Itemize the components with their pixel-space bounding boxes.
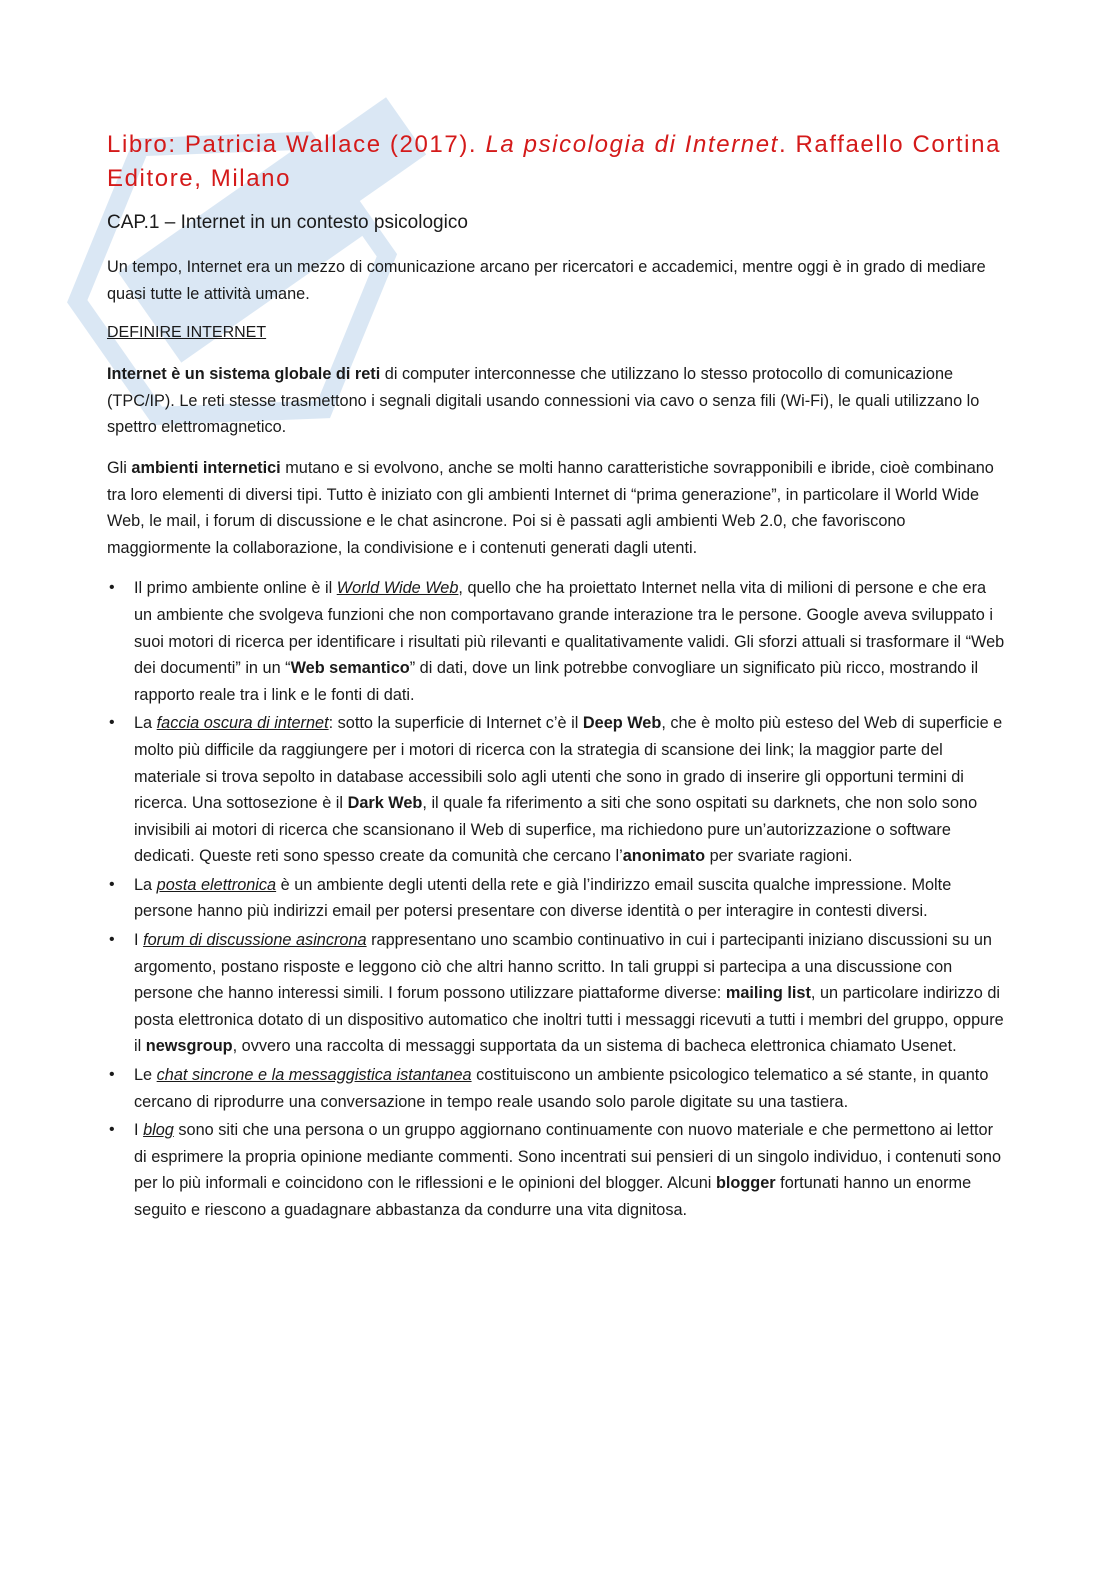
bullet-icon: • xyxy=(109,714,115,732)
title-author: Libro: Patricia Wallace (2017). xyxy=(107,131,486,158)
environments-term: ambienti internetici xyxy=(131,458,281,477)
item-text: è un ambiente degli utenti della rete e già l’indirizzo email suscita qualche impressione. Molte persone hanno più indirizzi email per potersi presentare con diverse identità o per interagire in contesti diversi. xyxy=(134,875,952,921)
environments-text: mutano e si evolvono, anche se molti hanno caratteristiche sovrapponibili e ibride, cioè combinano tra loro elementi di diversi tipi. Tutto è iniziato con gli ambienti Internet di “prima generazione”, in particolare il World Wide Web, le mail, i forum di discussione e le chat asincrone. Poi si è passati agli ambienti Web 2.0, che favoriscono maggiormente la collaborazione, la condivisione e i contenuti generati dagli utenti. xyxy=(107,458,994,557)
item-text: fortunati hanno un enorme seguito e riescono a guadagnare abbastanza da condurre una vita dignitosa. xyxy=(134,1174,972,1219)
item-topic: posta elettronica xyxy=(156,875,277,894)
list-item xyxy=(107,1117,1007,1223)
item-topic: blog xyxy=(143,1121,174,1140)
title-publisher: . Raffaello Cortina Editore, Milano xyxy=(107,131,1002,192)
item-text: La xyxy=(134,714,157,733)
list-item xyxy=(107,575,1007,708)
item-topic: World Wide Web xyxy=(336,579,459,598)
bullet-icon: • xyxy=(109,1121,115,1139)
item-text: rappresentano uno scambio continuativo in cui i partecipanti iniziano discussioni su un argomento, postano risposte e leggono ciò che altri hanno scritto. In tali gruppi si partecipa a una discussione con persone che hanno interessi simili. I forum possono utilizzare piattaforme diverse: xyxy=(134,931,992,1003)
item-bold: anonimato xyxy=(622,847,706,866)
item-bold: mailing list xyxy=(725,984,811,1003)
item-bold: blogger xyxy=(715,1174,776,1193)
definition-text: di computer interconnesse che utilizzano lo stesso protocollo di comunicazione (TPC/IP). Le reti stesse trasmettono i segnali digitali usando connessioni via cavo o senza fili (Wi-Fi), le quali utilizzano lo spettro elettromagnetico. xyxy=(107,365,980,437)
item-bold: Web semantico xyxy=(290,659,410,678)
item-text: Le xyxy=(134,1066,157,1085)
item-text: per svariate ragioni. xyxy=(705,847,853,866)
item-text: ” di dati, dove un link potrebbe convogliare un significato più ricco, mostrando il rapporto reale tra i link e le fonti di dati. xyxy=(134,659,979,704)
item-text: Il primo ambiente online è il xyxy=(134,579,337,598)
document-title xyxy=(107,128,1007,196)
item-text: La xyxy=(134,875,157,894)
item-text: , un particolare indirizzo di posta elettronica dotato di un dispositivo automatico che inoltri tutti i messaggi ricevuti a tutti i membri del gruppo, oppure il xyxy=(134,984,1004,1056)
list-item xyxy=(107,710,1007,870)
chapter-heading: CAP.1 – Internet in un contesto psicologico xyxy=(107,212,468,233)
definition-term: Internet è un sistema globale di reti xyxy=(107,365,381,384)
intro-paragraph: Un tempo, Internet era un mezzo di comunicazione arcano per ricercatori e accademici, mentre oggi è in grado di mediare quasi tutte le attività umane. xyxy=(107,258,986,303)
item-topic: chat sincrone e la messaggistica istantanea xyxy=(156,1066,472,1085)
environments-paragraph xyxy=(107,455,1007,561)
definition-paragraph xyxy=(107,361,1007,441)
item-topic: forum di discussione asincrona xyxy=(143,931,367,950)
item-text: , quello che ha proiettato Internet nella vita di milioni di persone e che era un ambiente che svolgeva funzioni che non comportavano grande interazione tra le persone. Google aveva sviluppato i suoi motori di ricerca per identificare i risultati più rilevanti e qualitativamente validi. Gli sforzi attuali si trasformare il “Web dei documenti” in un “ xyxy=(134,579,1005,678)
item-text: I xyxy=(134,1121,144,1140)
item-bold: newsgroup xyxy=(145,1037,233,1056)
item-text: costituiscono un ambiente psicologico telematico a sé stante, in quanto cercano di riprodurre una conversazione in tempo reale usando solo parole digitate su una tastiera. xyxy=(134,1066,989,1111)
item-text: : sotto la superficie di Internet c’è il xyxy=(328,714,583,733)
item-text: , che è molto più esteso del Web di superficie e molto più difficile da raggiungere per i motori di ricerca con la strategia di scansione dei link; la maggior parte del materiale si trova sepolto in database accessibili solo agli utenti che sono in grado di inserire gli opportuni termini di ricerca. Una sottosezione è il xyxy=(134,714,1003,813)
title-book: La psicologia di Internet xyxy=(485,131,779,158)
item-text: sono siti che una persona o un gruppo aggiornano continuamente con nuovo materiale e che permettono ai lettor di esprimere la propria opinione mediante commenti. Sono incentrati sui pensieri di un singolo individuo, i contenuti sono per lo più informali e coincidono con le riflessioni e le opinioni del blogger. Alcuni xyxy=(134,1121,1002,1193)
bullet-icon: • xyxy=(109,579,115,597)
environments-pre: Gli xyxy=(107,458,132,477)
section-heading: DEFINIRE INTERNET xyxy=(107,324,267,342)
item-bold: Dark Web xyxy=(347,794,423,813)
item-bold: Deep Web xyxy=(582,714,662,733)
list-item xyxy=(107,872,1007,925)
list-item xyxy=(107,1062,1007,1115)
item-topic: faccia oscura di internet xyxy=(156,714,329,733)
item-text: , il quale fa riferimento a siti che sono ospitati su darknets, che non solo sono invisibili ai motori di ricerca che scansionano il Web di superfice, ma richiedono pure un’autorizzazione o software dedicati. Queste reti sono spesso create da comunità che cercano l’ xyxy=(134,794,978,866)
bullet-icon: • xyxy=(109,875,115,893)
document-page xyxy=(107,128,1007,1226)
item-text: I xyxy=(134,931,144,950)
bullet-icon: • xyxy=(109,1066,115,1084)
list-item xyxy=(107,927,1007,1060)
bullet-icon: • xyxy=(109,931,115,949)
item-text: , ovvero una raccolta di messaggi supportata da un sistema di bacheca elettronica chiamato Usenet. xyxy=(232,1037,957,1056)
environment-list xyxy=(107,575,1007,1223)
